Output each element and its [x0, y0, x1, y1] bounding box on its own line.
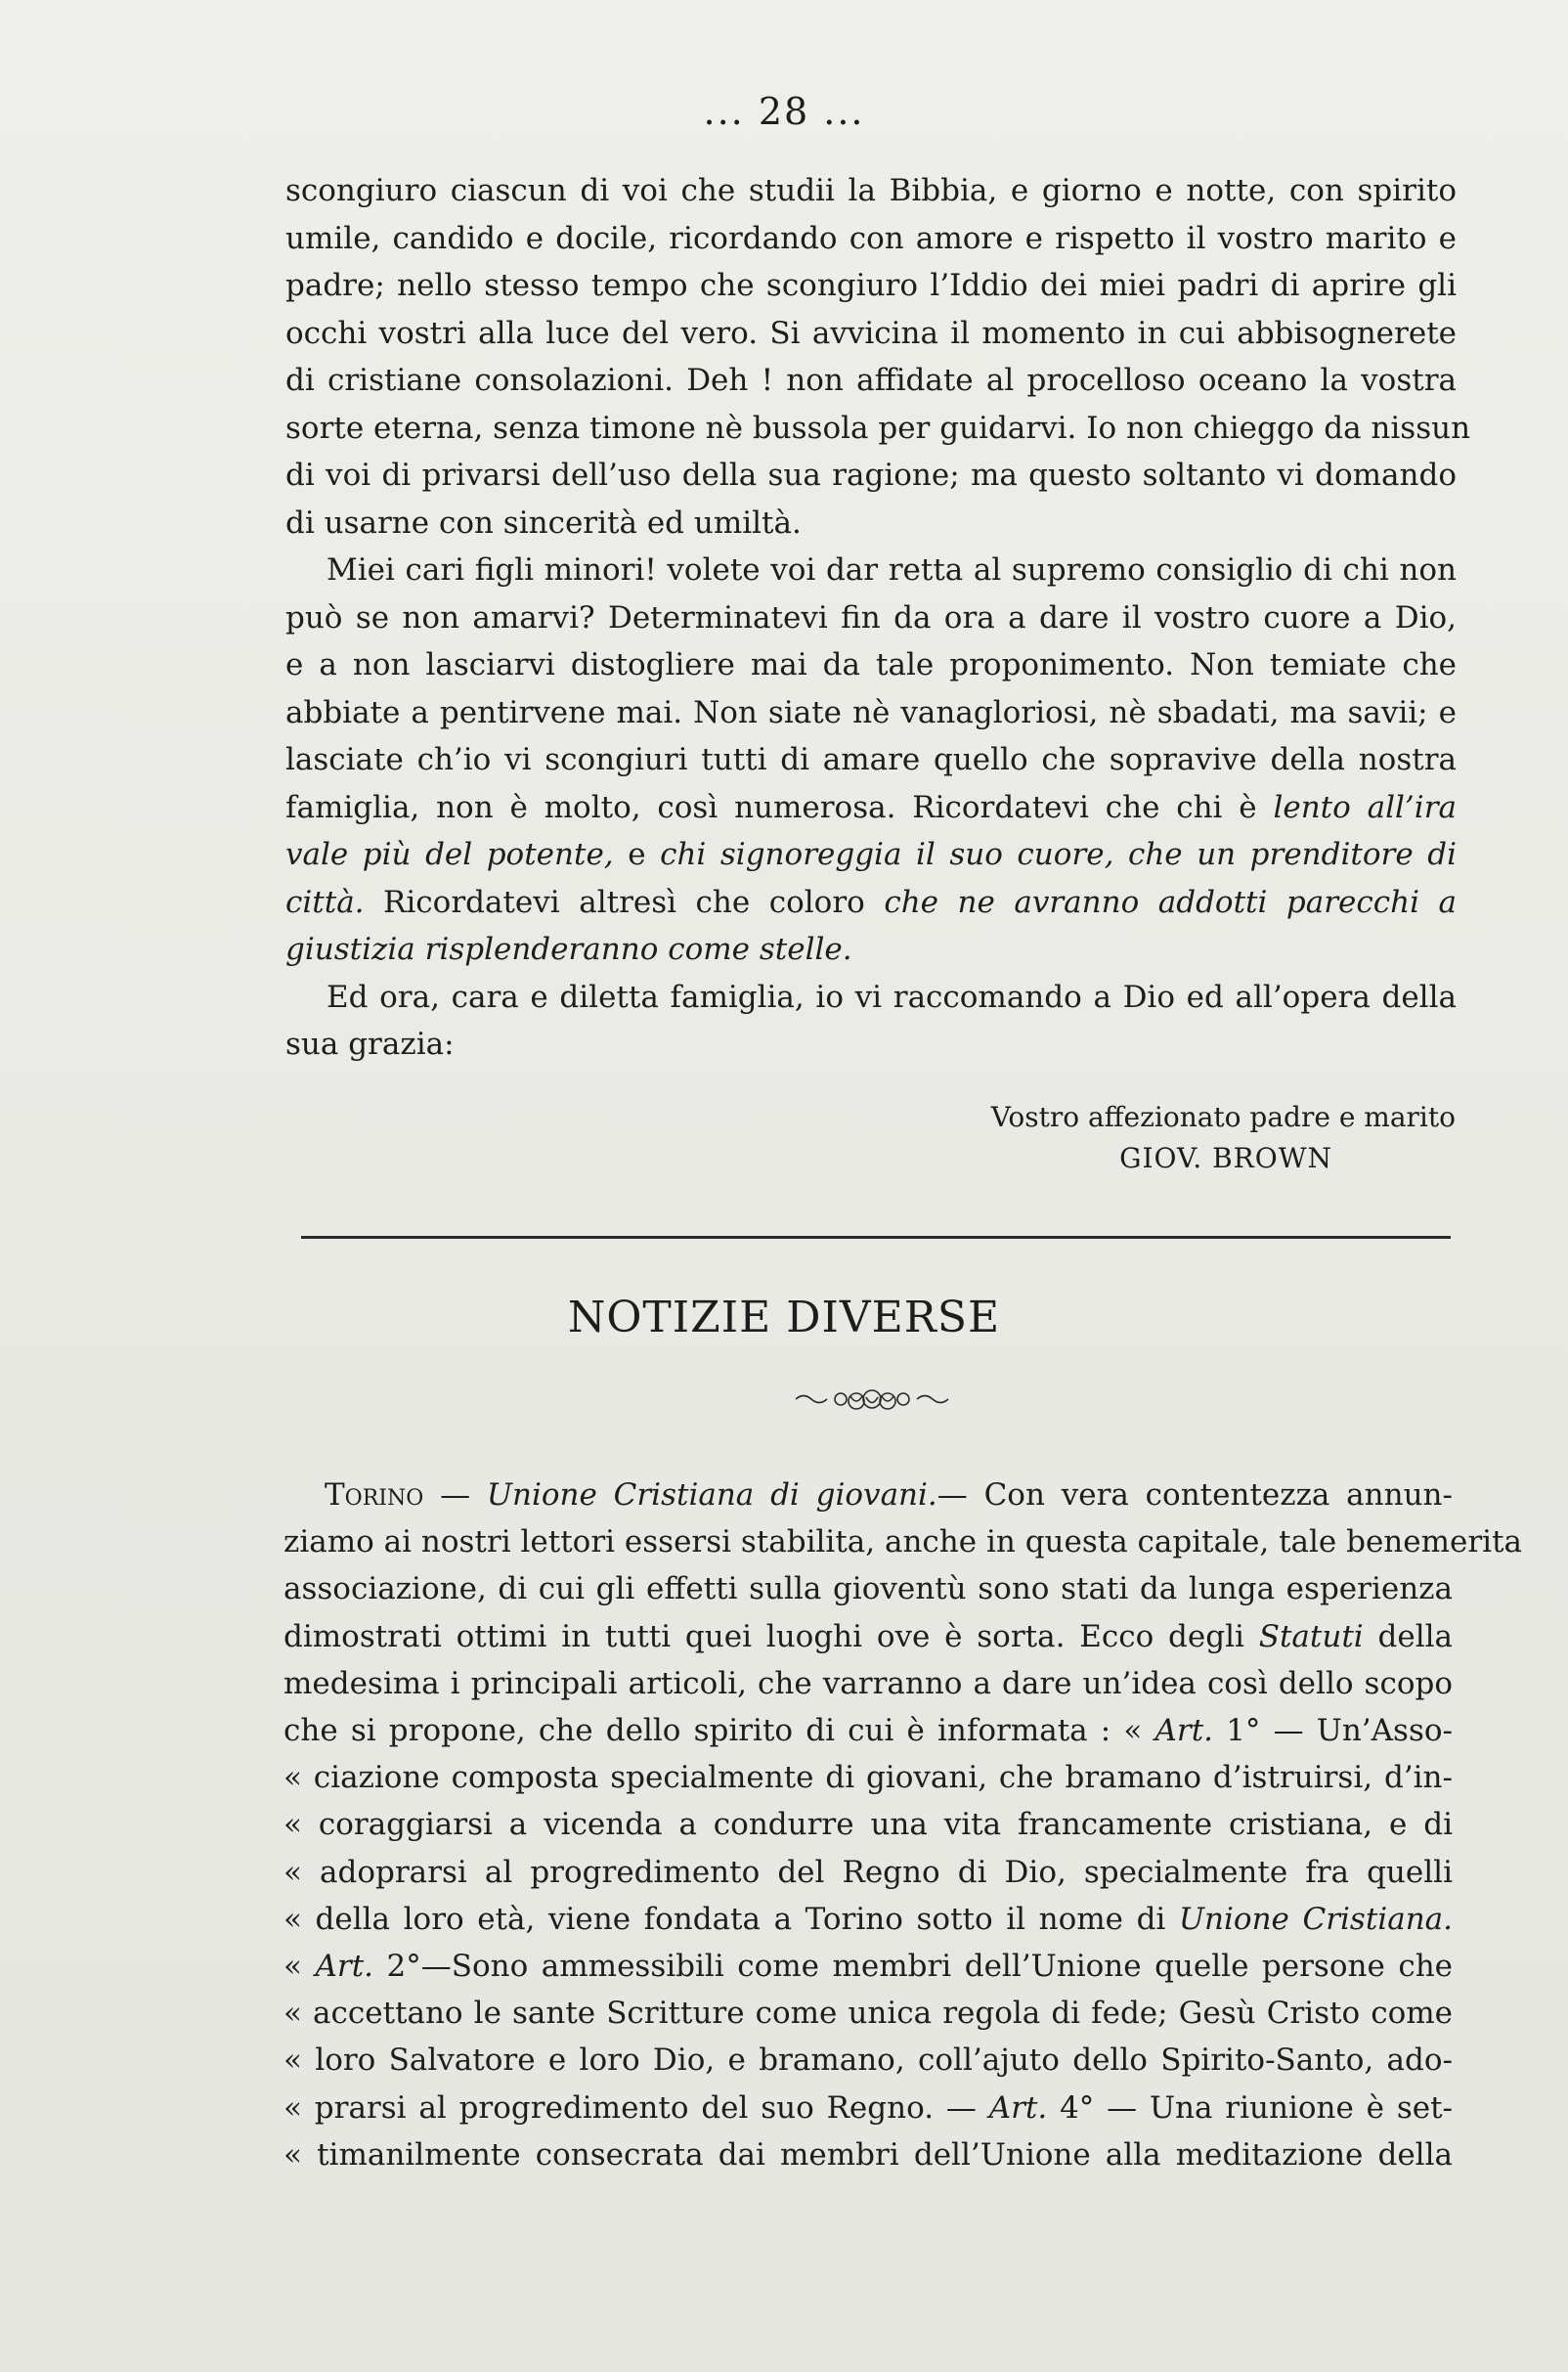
- text-line: [285, 831, 1457, 879]
- signature-name: GIOV. BROWN: [1119, 1142, 1332, 1174]
- section-divider: [301, 1236, 1451, 1239]
- signature: [991, 1097, 1456, 1179]
- news-body: [283, 1472, 1523, 2178]
- place-name: Torino: [325, 1477, 424, 1513]
- text-line: sorte eterna, senza timone nè bussola per guidarvi. Io non chieggo da nissun: [285, 410, 1471, 446]
- text-segment: — Con vera contentezza annun-: [936, 1477, 1453, 1513]
- italic-segment: Unione Cristiana.: [1178, 1901, 1453, 1937]
- text-line: « loro Salvatore e loro Dio, e bramano, coll’ajuto dello Spirito-Santo, ado-: [283, 2043, 1453, 2079]
- text-line: medesima i principali articoli, che varranno a dare un’idea così dello scopo: [283, 1665, 1453, 1701]
- italic-segment: Unione Cristiana di giovani.: [486, 1477, 937, 1513]
- text-line: « timanilmente consecrata dai membri dell’Unione alla meditazione della: [283, 2136, 1453, 2173]
- text-line: può se non amarvi? Determinatevi fin da ora a dare il vostro cuore a Dio,: [285, 599, 1457, 636]
- text-segment: che si propone, che dello spirito di cui è informata : «: [283, 1713, 1143, 1749]
- italic-segment: lento all’ira: [1273, 789, 1457, 825]
- text-line: e a non lasciarvi distogliere mai da tale proponimento. Non temiate che: [285, 647, 1457, 682]
- text-line: [285, 784, 1457, 832]
- text-line: « ciazione composta specialmente di giovani, che bramano d’istruirsi, d’in-: [283, 1760, 1453, 1796]
- text-line: [283, 1943, 1453, 1990]
- italic-segment: chi signoreggia il suo cuore, che un prenditore di: [660, 837, 1457, 872]
- text-segment: «: [283, 1949, 302, 1985]
- text-line: [283, 2085, 1453, 2131]
- ornament-icon: [794, 1386, 950, 1412]
- text-line: di cristiane consolazioni. Deh ! non affidate al procelloso oceano la vostra: [285, 363, 1457, 398]
- text-segment: e: [628, 837, 646, 872]
- text-line: padre; nello stesso tempo che scongiuro l’Iddio dei miei padri di aprire gli: [285, 268, 1457, 303]
- text-segment: « della loro età, viene fondata a Torino sotto il nome di: [283, 1901, 1166, 1937]
- text-line: [283, 1613, 1453, 1660]
- italic-segment: Art.: [988, 2089, 1048, 2126]
- italic-segment: vale più del potente,: [285, 837, 614, 872]
- text-line: [285, 879, 1457, 927]
- text-line: scongiuro ciascun di voi che studii la Bibbia, e giorno e notte, con spirito: [285, 173, 1457, 208]
- text-line: abbiate a pentirvene mai. Non siate nè vanagloriosi, nè sbadati, ma savii; e: [285, 694, 1457, 730]
- text-line: « accettano le sante Scritture come unica regola di fede; Gesù Cristo come: [283, 1996, 1453, 2032]
- text-line: occhi vostri alla luce del vero. Si avvicina il momento in cui abbisognerete: [285, 315, 1457, 351]
- italic-segment: che ne avranno addotti parecchi a: [884, 884, 1457, 920]
- text-line: associazione, di cui gli effetti sulla gioventù sono stati da lunga esperienza: [283, 1571, 1453, 1607]
- italic-segment: Art.: [1154, 1713, 1214, 1749]
- text-line: « coraggiarsi a vicenda a condurre una vita francamente cristiana, e di: [283, 1807, 1453, 1843]
- text-segment: —: [440, 1477, 487, 1513]
- italic-segment: città.: [285, 884, 365, 920]
- italic-segment: Statuti: [1258, 1618, 1364, 1654]
- italic-segment: Art.: [315, 1949, 374, 1985]
- text-line: [285, 926, 1457, 974]
- text-line: di usarne con sincerità ed umiltà.: [285, 505, 802, 541]
- section-title: NOTIZIE DIVERSE: [567, 1293, 1001, 1342]
- text-line: umile, candido e docile, ricordando con amore e rispetto il vostro marito e: [285, 220, 1457, 256]
- text-segment: famiglia, non è molto, così numerosa. Ricordatevi che chi è: [285, 789, 1257, 825]
- page-number: ... 28 ...: [703, 90, 865, 133]
- text-segment: 1° — Un’Asso-: [1226, 1713, 1453, 1749]
- text-line: Miei cari figli minori! volete voi dar retta al supremo consiglio di chi non: [327, 552, 1457, 588]
- letter-body: [285, 167, 1471, 1069]
- signature-closing: Vostro affezionato padre e marito: [990, 1101, 1456, 1133]
- text-segment: dimostrati ottimi in tutti quei luoghi ove è sorta. Ecco degli: [283, 1618, 1244, 1654]
- text-segment: « prarsi al progredimento del suo Regno. —: [283, 2089, 977, 2126]
- text-line: sua grazia:: [285, 1027, 455, 1062]
- text-segment: 4° — Una riunione è set-: [1060, 2089, 1454, 2126]
- text-segment: 2°—Sono ammessibili come membri dell’Unione quelle persone che: [386, 1949, 1453, 1985]
- text-segment: della: [1377, 1618, 1454, 1654]
- text-segment: Ricordatevi altresì che coloro: [383, 884, 865, 920]
- text-line: lasciate ch’io vi scongiuri tutti di amare quello che sopravive della nostra: [285, 742, 1457, 777]
- text-line: [283, 1896, 1453, 1943]
- text-line: « adoprarsi al progredimento del Regno di Dio, specialmente fra quelli: [283, 1854, 1453, 1890]
- text-line: di voi di privarsi dell’uso della sua ragione; ma questo soltanto vi domando: [285, 458, 1457, 493]
- text-line: Ed ora, cara e diletta famiglia, io vi raccomando a Dio ed all’opera della: [327, 979, 1457, 1015]
- text-line: ziamo ai nostri lettori essersi stabilita, anche in questa capitale, tale benemerita: [283, 1524, 1523, 1560]
- text-line: [283, 1472, 1453, 1518]
- text-line: [283, 1707, 1453, 1754]
- italic-segment: giustizia risplenderanno come stelle.: [285, 932, 852, 967]
